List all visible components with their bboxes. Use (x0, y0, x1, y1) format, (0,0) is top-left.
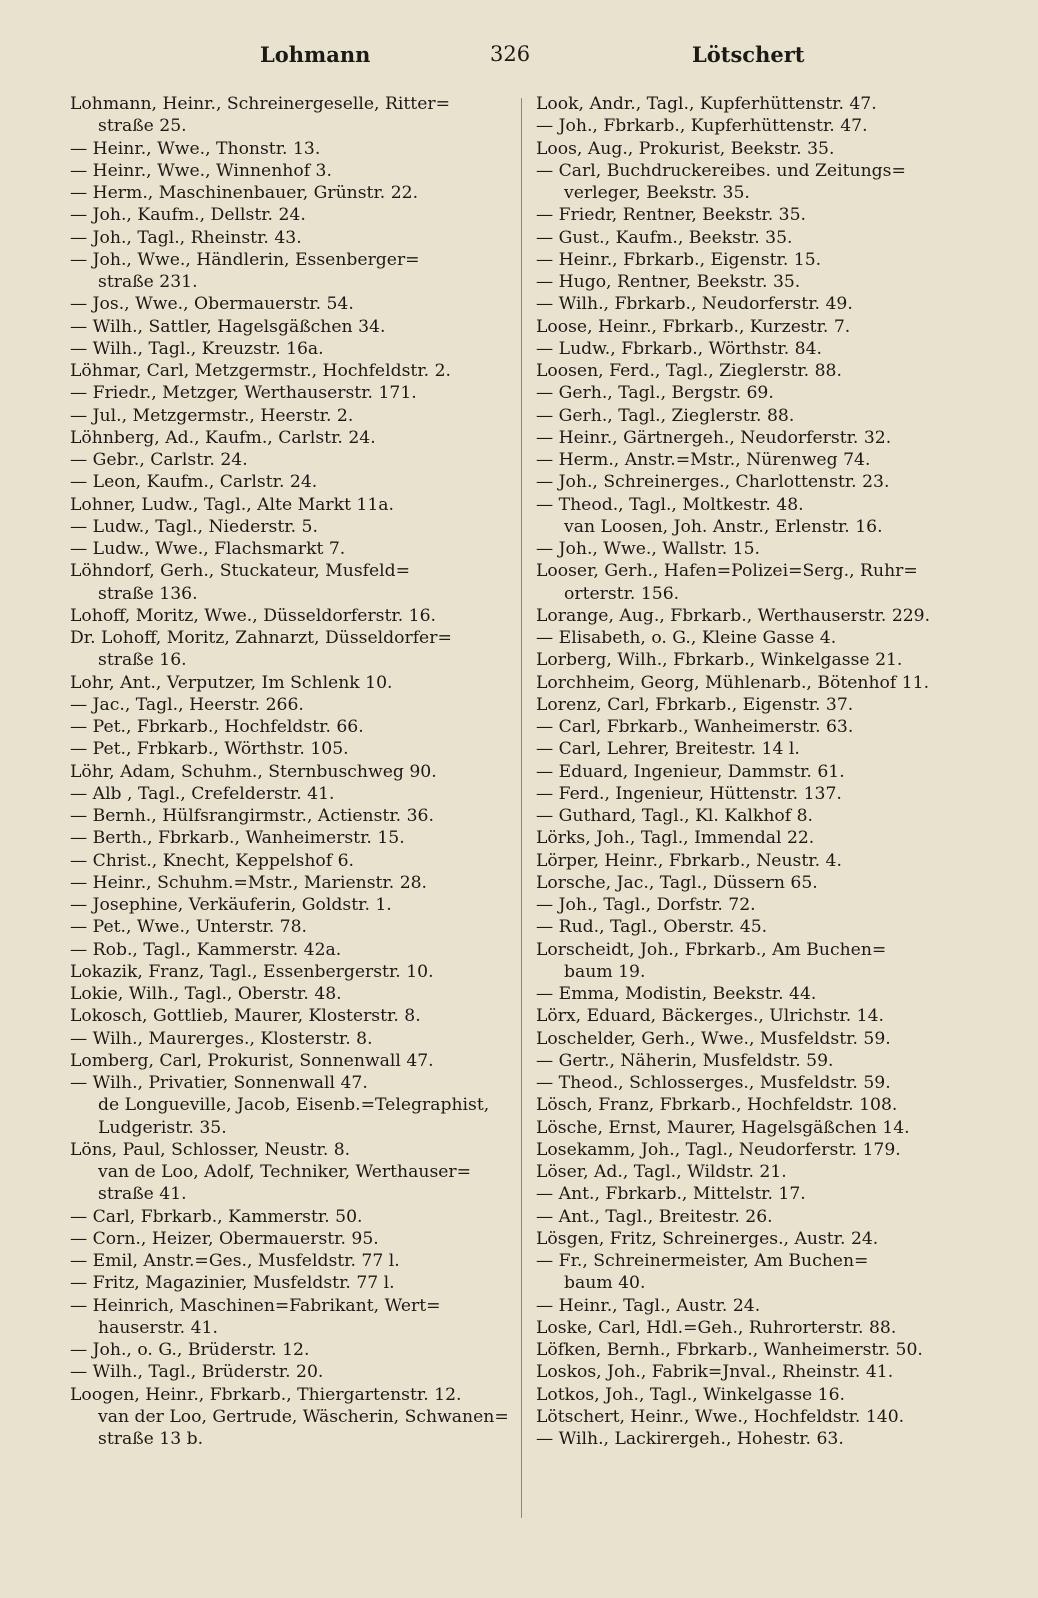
page-number: 326 (490, 42, 531, 66)
directory-entry-line: — Berth., Fbrkarb., Wanheimerstr. 15. (70, 828, 405, 849)
directory-entry-line: Lohmann, Heinr., Schreinergeselle, Ritter= (70, 94, 450, 114)
directory-entry-line: — Heinr., Gärtnergeh., Neudorferstr. 32. (536, 427, 892, 448)
directory-entry-line: — Emil, Anstr.=Ges., Musfeldstr. 77 l. (70, 1251, 400, 1271)
directory-entry-line: straße 231. (98, 272, 198, 292)
directory-entry-line: Lokosch, Gottlieb, Maurer, Klosterstr. 8. (70, 1006, 421, 1027)
directory-entry-line: Lorchheim, Georg, Mühlenarb., Bötenhof 11. (536, 672, 930, 693)
directory-entry-line: — Rob., Tagl., Kammerstr. 42a. (70, 939, 342, 960)
directory-entry-line: straße 41. (98, 1184, 187, 1205)
directory-entry-line: Lohner, Ludw., Tagl., Alte Markt 11a. (70, 494, 395, 515)
directory-entry-line: Lorange, Aug., Fbrkarb., Werthauserstr. 229. (536, 605, 931, 626)
directory-entry-line: baum 19. (564, 961, 646, 982)
directory-entry-line: straße 16. (98, 650, 187, 671)
column-divider (521, 98, 522, 1518)
directory-entry-line: — Fr., Schreinermeister, Am Buchen= (536, 1251, 869, 1271)
directory-entry-line: — Gebr., Carlstr. 24. (70, 450, 248, 470)
directory-entry-line: — Wilh., Sattler, Hagelsgäßchen 34. (70, 316, 386, 337)
directory-entry-line: straße 13 b. (98, 1429, 204, 1449)
directory-entry-line: Lösgen, Fritz, Schreinerges., Austr. 24. (536, 1228, 879, 1249)
directory-entry-line: — Wilh., Tagl., Brüderstr. 20. (70, 1362, 324, 1383)
directory-entry-line: — Herm., Maschinenbauer, Grünstr. 22. (70, 183, 419, 203)
directory-entry-line: — Theod., Schlosserges., Musfeldstr. 59. (536, 1073, 891, 1093)
header-left-name: Lohmann (260, 42, 371, 67)
directory-entry-line: Loosen, Ferd., Tagl., Zieglerstr. 88. (536, 361, 842, 381)
directory-entry-line: Löser, Ad., Tagl., Wildstr. 21. (536, 1162, 787, 1182)
directory-entry-line: — Friedr, Rentner, Beekstr. 35. (536, 205, 807, 226)
directory-entry-line: — Jul., Metzgermstr., Heerstr. 2. (70, 405, 354, 426)
directory-entry-line: — Hugo, Rentner, Beekstr. 35. (536, 272, 801, 292)
directory-entry-line: — Wilh., Tagl., Kreuzstr. 16a. (70, 338, 324, 359)
directory-entry-line: — Ant., Fbrkarb., Mittelstr. 17. (536, 1184, 806, 1205)
directory-entry-line: Lösch, Franz, Fbrkarb., Hochfeldstr. 108. (536, 1095, 898, 1116)
directory-entry-line: Loske, Carl, Hdl.=Geh., Ruhrorterstr. 88. (536, 1317, 897, 1338)
directory-entry-line: — Joh., Tagl., Dorfstr. 72. (536, 895, 756, 915)
directory-entry-line: straße 136. (98, 583, 198, 604)
directory-entry-line: Loschelder, Gerh., Wwe., Musfeldstr. 59. (536, 1028, 891, 1049)
directory-entry-line: — Herm., Anstr.=Mstr., Nürenweg 74. (536, 450, 871, 470)
directory-entry-line: Lokazik, Franz, Tagl., Essenbergerstr. 10. (70, 961, 434, 982)
directory-entry-line: van der Loo, Gertrude, Wäscherin, Schwanen= (98, 1406, 509, 1427)
directory-entry-line: — Gerh., Tagl., Bergstr. 69. (536, 383, 774, 404)
directory-entry-line: Löns, Paul, Schlosser, Neustr. 8. (70, 1139, 351, 1160)
directory-entry-line: straße 25. (98, 116, 187, 137)
directory-entry-line: Ludgeristr. 35. (98, 1117, 227, 1138)
directory-entry-line: — Carl, Fbrkarb., Wanheimerstr. 63. (536, 717, 854, 737)
directory-entry-line: — Christ., Knecht, Keppelshof 6. (70, 850, 354, 871)
directory-entry-line: — Guthard, Tagl., Kl. Kalkhof 8. (536, 806, 813, 826)
directory-entry-line: Lörx, Eduard, Bäckerges., Ulrichstr. 14. (536, 1006, 885, 1027)
directory-entry-line: — Theod., Tagl., Moltkestr. 48. (536, 494, 804, 515)
directory-entry-line: — Corn., Heizer, Obermauerstr. 95. (70, 1228, 379, 1249)
directory-entry-line: Loskos, Joh., Fabrik=Jnval., Rheinstr. 41. (536, 1362, 894, 1383)
directory-entry-line: Lokie, Wilh., Tagl., Oberstr. 48. (70, 984, 342, 1004)
header-right-name: Lötschert (692, 42, 805, 67)
directory-entry-line: — Rud., Tagl., Oberstr. 45. (536, 917, 768, 938)
directory-entry-line: — Josephine, Verkäuferin, Goldstr. 1. (70, 895, 392, 915)
directory-entry-line: Löhnberg, Ad., Kaufm., Carlstr. 24. (70, 427, 376, 448)
directory-entry-line: — Heinrich, Maschinen=Fabrikant, Wert= (70, 1295, 441, 1316)
left-column (70, 93, 510, 1450)
directory-entry-line: — Heinr., Wwe., Thonstr. 13. (70, 138, 321, 159)
directory-entry-line: Lörks, Joh., Tagl., Immendal 22. (536, 828, 815, 849)
directory-entry-line: Löhmar, Carl, Metzgermstr., Hochfeldstr. 2. (70, 361, 451, 381)
directory-entry-line: Lötschert, Heinr., Wwe., Hochfeldstr. 140. (536, 1406, 905, 1427)
directory-entry-line: — Wilh., Maurerges., Klosterstr. 8. (70, 1028, 373, 1049)
directory-entry-line: Lomberg, Carl, Prokurist, Sonnenwall 47. (70, 1050, 434, 1071)
directory-entry-line: — Ant., Tagl., Breitestr. 26. (536, 1206, 773, 1227)
directory-entry-line: — Heinr., Fbrkarb., Eigenstr. 15. (536, 249, 822, 270)
directory-entry-line: Dr. Lohoff, Moritz, Zahnarzt, Düsseldorfer= (70, 628, 452, 648)
right-column (536, 93, 976, 1450)
directory-entry-line: — Carl, Fbrkarb., Kammerstr. 50. (70, 1206, 363, 1227)
directory-entry-line: baum 40. (564, 1273, 646, 1294)
directory-entry-line: — Bernh., Hülfsrangirmstr., Actienstr. 36. (70, 806, 434, 826)
directory-entry-line: Löfken, Bernh., Fbrkarb., Wanheimerstr. 50. (536, 1340, 923, 1360)
directory-entry-line: Lösche, Ernst, Maurer, Hagelsgäßchen 14. (536, 1117, 910, 1138)
directory-entry-line: — Gust., Kaufm., Beekstr. 35. (536, 227, 793, 248)
directory-entry-line: de Longueville, Jacob, Eisenb.=Telegraphist, (98, 1095, 490, 1116)
directory-entry-line: verleger, Beekstr. 35. (564, 183, 750, 203)
directory-entry-line: — Wilh., Fbrkarb., Neudorferstr. 49. (536, 294, 853, 315)
directory-entry-line: Lohr, Ant., Verputzer, Im Schlenk 10. (70, 672, 393, 693)
directory-entry-line: Lorberg, Wilh., Fbrkarb., Winkelgasse 21. (536, 650, 903, 671)
directory-entry-line: orterstr. 156. (564, 583, 680, 604)
directory-entry-line: van Loosen, Joh. Anstr., Erlenstr. 16. (564, 516, 883, 537)
directory-entry-line: — Joh., Tagl., Rheinstr. 43. (70, 227, 302, 248)
directory-entry-line: Lörper, Heinr., Fbrkarb., Neustr. 4. (536, 850, 842, 871)
directory-entry-line: — Pet., Frbkarb., Wörthstr. 105. (70, 739, 349, 760)
directory-entry-line: — Ludw., Wwe., Flachsmarkt 7. (70, 539, 346, 559)
directory-entry-line: — Leon, Kaufm., Carlstr. 24. (70, 472, 318, 493)
directory-entry-line: — Ludw., Tagl., Niederstr. 5. (70, 516, 318, 537)
page-header (70, 42, 960, 78)
directory-entry-line: Lohoff, Moritz, Wwe., Düsseldorferstr. 16. (70, 605, 436, 626)
directory-entry-line: Löhndorf, Gerh., Stuckateur, Musfeld= (70, 561, 411, 582)
directory-entry-line: van de Loo, Adolf, Techniker, Werthauser= (98, 1162, 472, 1182)
directory-entry-line: — Heinr., Tagl., Austr. 24. (536, 1295, 761, 1316)
directory-entry-line: Lotkos, Joh., Tagl., Winkelgasse 16. (536, 1384, 846, 1405)
directory-entry-line: hauserstr. 41. (98, 1317, 218, 1338)
directory-entry-line: — Fritz, Magazinier, Musfeldstr. 77 l. (70, 1273, 395, 1294)
directory-entry-line: Looser, Gerh., Hafen=Polizei=Serg., Ruhr= (536, 561, 918, 582)
directory-entry-line: — Ferd., Ingenieur, Hüttenstr. 137. (536, 783, 842, 804)
directory-entry-line: — Pet., Wwe., Unterstr. 78. (70, 917, 308, 938)
directory-entry-line: — Jac., Tagl., Heerstr. 266. (70, 694, 304, 715)
directory-entry-line: Look, Andr., Tagl., Kupferhüttenstr. 47. (536, 94, 877, 114)
directory-entry-line: — Carl, Lehrer, Breitestr. 14 l. (536, 739, 800, 760)
directory-entry-line: Loogen, Heinr., Fbrkarb., Thiergartenstr. 12. (70, 1384, 462, 1405)
directory-entry-line: — Heinr., Wwe., Winnenhof 3. (70, 160, 332, 181)
directory-entry-line: — Joh., o. G., Brüderstr. 12. (70, 1340, 310, 1360)
directory-entry-line: — Joh., Wwe., Wallstr. 15. (536, 539, 761, 559)
directory-entry-line: — Gertr., Näherin, Musfeldstr. 59. (536, 1050, 834, 1071)
directory-entry-line: — Alb , Tagl., Crefelderstr. 41. (70, 783, 335, 804)
directory-entry-line: — Wilh., Lackirergeh., Hohestr. 63. (536, 1429, 844, 1449)
directory-entry-line: — Eduard, Ingenieur, Dammstr. 61. (536, 761, 845, 782)
directory-entry-line: — Wilh., Privatier, Sonnenwall 47. (70, 1073, 368, 1093)
directory-entry-line: — Jos., Wwe., Obermauerstr. 54. (70, 294, 354, 315)
directory-entry-line: — Ludw., Fbrkarb., Wörthstr. 84. (536, 338, 822, 359)
directory-entry-line: Loose, Heinr., Fbrkarb., Kurzestr. 7. (536, 316, 851, 337)
directory-entry-line: Lorsche, Jac., Tagl., Düssern 65. (536, 872, 818, 893)
directory-entry-line: — Joh., Kaufm., Dellstr. 24. (70, 205, 306, 226)
directory-entry-line: — Carl, Buchdruckereibes. und Zeitungs= (536, 160, 906, 181)
directory-entry-line: — Joh., Wwe., Händlerin, Essenberger= (70, 249, 420, 270)
directory-entry-line: Lorenz, Carl, Fbrkarb., Eigenstr. 37. (536, 694, 854, 715)
directory-entry-line: — Joh., Schreinerges., Charlottenstr. 23. (536, 472, 890, 493)
directory-entry-line: Loos, Aug., Prokurist, Beekstr. 35. (536, 138, 835, 159)
directory-entry-line: — Elisabeth, o. G., Kleine Gasse 4. (536, 628, 837, 648)
directory-entry-line: Losekamm, Joh., Tagl., Neudorferstr. 179. (536, 1139, 901, 1160)
directory-entry-line: Lorscheidt, Joh., Fbrkarb., Am Buchen= (536, 939, 887, 960)
directory-entry-line: — Gerh., Tagl., Zieglerstr. 88. (536, 405, 795, 426)
directory-entry-line: — Pet., Fbrkarb., Hochfeldstr. 66. (70, 717, 364, 737)
directory-entry-line: Löhr, Adam, Schuhm., Sternbuschweg 90. (70, 761, 437, 782)
directory-entry-line: — Emma, Modistin, Beekstr. 44. (536, 984, 817, 1004)
directory-entry-line: — Friedr., Metzger, Werthauserstr. 171. (70, 383, 417, 404)
directory-entry-line: — Heinr., Schuhm.=Mstr., Marienstr. 28. (70, 872, 428, 893)
directory-entry-line: — Joh., Fbrkarb., Kupferhüttenstr. 47. (536, 116, 868, 137)
